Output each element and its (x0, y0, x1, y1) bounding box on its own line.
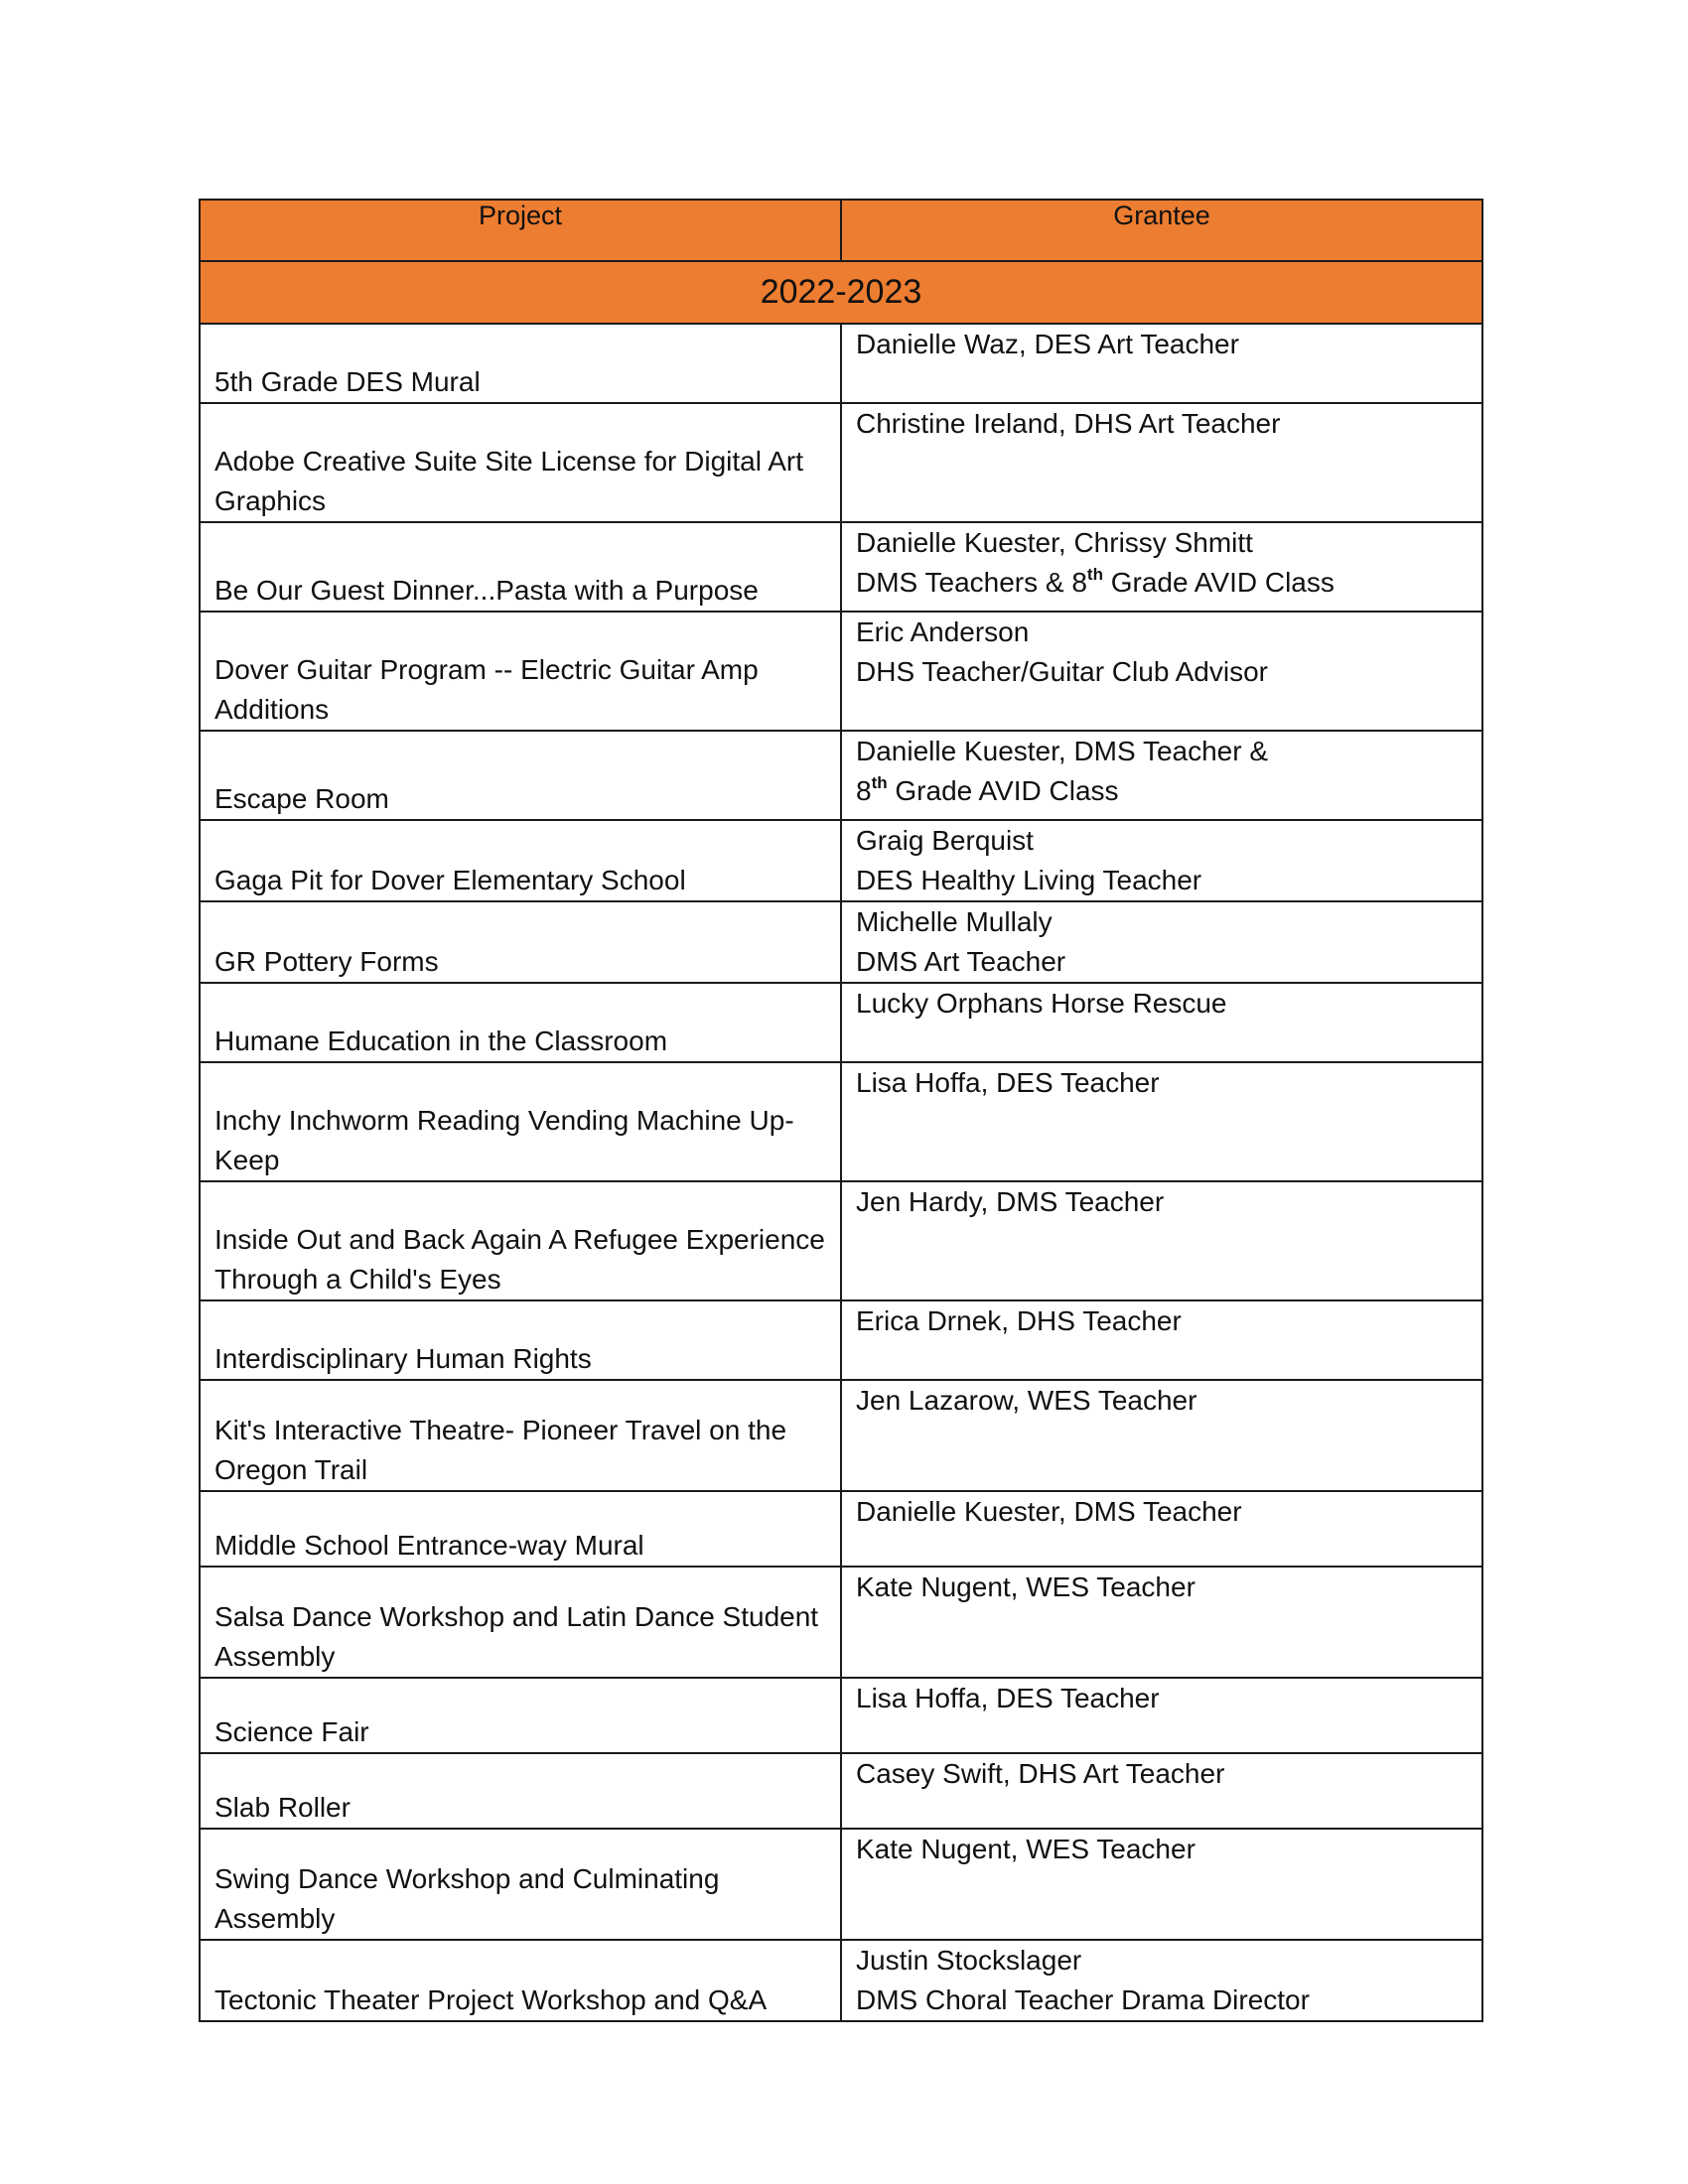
grantee-text: Christine Ireland, DHS Art Teacher (856, 408, 1281, 439)
project-text: Be Our Guest Dinner...Pasta with a Purpose (214, 575, 759, 606)
grantee-text: Kate Nugent, WES Teacher (856, 1834, 1196, 1864)
project-text: Tectonic Theater Project Workshop and Q&A (214, 1984, 768, 2015)
grantee-text: DHS Teacher/Guitar Club Advisor (856, 656, 1268, 687)
project-text: Middle School Entrance-way Mural (214, 1530, 644, 1561)
project-cell (200, 1491, 841, 1567)
ordinal-suffix: th (1086, 565, 1103, 584)
grantee-cell (841, 522, 1482, 612)
project-text: Humane Education in the Classroom (214, 1025, 668, 1056)
table-row (200, 612, 1482, 731)
project-text: Additions (214, 694, 330, 725)
grantee-cell (841, 901, 1482, 983)
table-row (200, 1753, 1482, 1829)
project-text: Keep (214, 1145, 280, 1175)
grantee-cell (841, 324, 1482, 403)
project-cell (200, 612, 841, 731)
table-row (200, 1940, 1482, 2021)
project-text: 5th Grade DES Mural (214, 366, 481, 397)
grantee-text: DMS Teachers & 8th Grade AVID Class (856, 565, 1335, 598)
project-text: Graphics (214, 485, 327, 516)
grantee-text: Danielle Kuester, Chrissy Shmitt (856, 527, 1253, 558)
grantee-text: DMS Choral Teacher Drama Director (856, 1984, 1310, 2015)
project-text: Escape Room (214, 783, 389, 814)
project-text: Interdisciplinary Human Rights (214, 1343, 592, 1374)
grantee-cell (841, 731, 1482, 820)
grantee-text: Lisa Hoffa, DES Teacher (856, 1683, 1160, 1713)
grantee-text: Danielle Kuester, DMS Teacher & (856, 736, 1269, 766)
grantee-text: DES Healthy Living Teacher (856, 865, 1202, 895)
project-text: Adobe Creative Suite Site License for Digital Art (214, 446, 803, 477)
project-text: Inside Out and Back Again A Refugee Experience (214, 1224, 825, 1255)
grantee-cell (841, 1567, 1482, 1678)
grantee-cell (841, 820, 1482, 901)
grantee-text: Casey Swift, DHS Art Teacher (856, 1758, 1225, 1789)
grantee-cell (841, 1300, 1482, 1380)
table-row (200, 324, 1482, 403)
grantee-column-header: Grantee (841, 200, 1482, 261)
project-text: Kit's Interactive Theatre- Pioneer Travel on the (214, 1415, 787, 1445)
header-row (200, 200, 1482, 261)
grantee-cell (841, 612, 1482, 731)
project-cell (200, 1380, 841, 1491)
grantee-text: Danielle Kuester, DMS Teacher (856, 1496, 1242, 1527)
grantee-cell (841, 1940, 1482, 2021)
project-cell (200, 324, 841, 403)
project-cell (200, 403, 841, 522)
grantee-text: Graig Berquist (856, 825, 1034, 856)
table-row (200, 1062, 1482, 1181)
project-cell (200, 522, 841, 612)
grantee-text: Lucky Orphans Horse Rescue (856, 988, 1227, 1019)
project-cell (200, 1678, 841, 1753)
table-row (200, 1300, 1482, 1380)
grantee-text: Kate Nugent, WES Teacher (856, 1571, 1196, 1602)
project-cell (200, 1181, 841, 1300)
grantee-cell (841, 1491, 1482, 1567)
year-row (200, 261, 1482, 324)
grantee-text: DMS Art Teacher (856, 946, 1066, 977)
table-row (200, 820, 1482, 901)
grants-table (199, 199, 1483, 2022)
table-row (200, 1678, 1482, 1753)
project-cell (200, 1062, 841, 1181)
grantee-cell (841, 1753, 1482, 1829)
project-text: Gaga Pit for Dover Elementary School (214, 865, 686, 895)
project-column-header: Project (200, 200, 841, 261)
project-text: Dover Guitar Program -- Electric Guitar Amp (214, 654, 759, 685)
grantee-text: Jen Lazarow, WES Teacher (856, 1385, 1197, 1416)
table-row (200, 1380, 1482, 1491)
project-text: Swing Dance Workshop and Culminating (214, 1863, 720, 1894)
grantee-text: Erica Drnek, DHS Teacher (856, 1305, 1182, 1336)
grantee-cell (841, 983, 1482, 1062)
grantee-cell (841, 1181, 1482, 1300)
table-row (200, 983, 1482, 1062)
table-row (200, 522, 1482, 612)
project-text: Oregon Trail (214, 1454, 368, 1485)
project-text: Assembly (214, 1641, 336, 1672)
grantee-cell (841, 1678, 1482, 1753)
grantee-text: Eric Anderson (856, 616, 1030, 647)
table-row (200, 1181, 1482, 1300)
project-cell (200, 1940, 841, 2021)
grantee-text: Danielle Waz, DES Art Teacher (856, 329, 1239, 359)
project-cell (200, 901, 841, 983)
project-text: Inchy Inchworm Reading Vending Machine Up- (214, 1105, 794, 1136)
project-text: Through a Child's Eyes (214, 1264, 501, 1295)
project-text: GR Pottery Forms (214, 946, 439, 977)
grantee-cell (841, 1380, 1482, 1491)
project-text: Slab Roller (214, 1792, 351, 1823)
table-row (200, 731, 1482, 820)
project-text: Salsa Dance Workshop and Latin Dance Student (214, 1601, 819, 1632)
grantee-text: 8th Grade AVID Class (856, 773, 1119, 806)
project-cell (200, 820, 841, 901)
project-text: Assembly (214, 1903, 336, 1934)
table-row (200, 901, 1482, 983)
project-cell (200, 983, 841, 1062)
table-row (200, 1829, 1482, 1940)
grantee-cell (841, 403, 1482, 522)
project-cell (200, 1300, 841, 1380)
grantee-text: Lisa Hoffa, DES Teacher (856, 1067, 1160, 1098)
project-cell (200, 1753, 841, 1829)
project-text: Science Fair (214, 1716, 369, 1747)
grantee-text: Michelle Mullaly (856, 906, 1053, 937)
ordinal-suffix: th (871, 773, 888, 792)
grantee-text: Jen Hardy, DMS Teacher (856, 1186, 1165, 1217)
table-row (200, 403, 1482, 522)
year-label: 2022-2023 (200, 261, 1482, 324)
project-cell (200, 1829, 841, 1940)
project-cell (200, 1567, 841, 1678)
grantee-cell (841, 1062, 1482, 1181)
table-row (200, 1491, 1482, 1567)
table-row (200, 1567, 1482, 1678)
grantee-text: Justin Stockslager (856, 1945, 1082, 1976)
project-cell (200, 731, 841, 820)
grantee-cell (841, 1829, 1482, 1940)
